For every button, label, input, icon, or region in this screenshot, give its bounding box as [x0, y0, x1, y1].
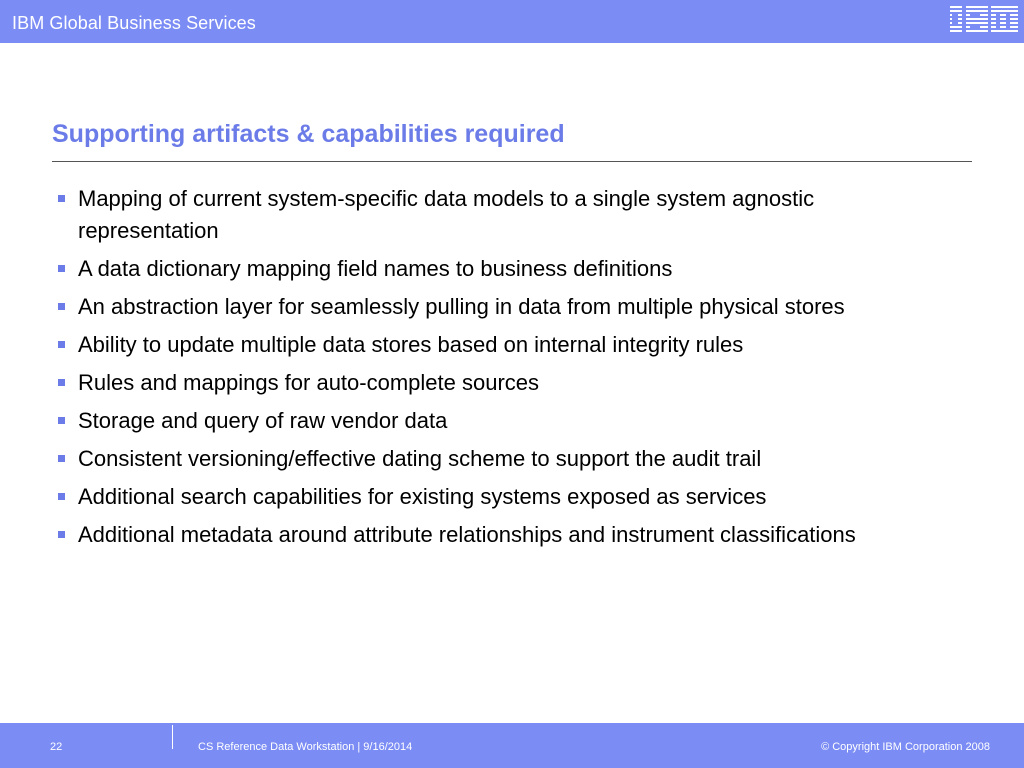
- square-bullet-icon: [58, 195, 65, 202]
- bullet-text: Additional search capabilities for existing systems exposed as services: [78, 484, 767, 509]
- bullet-text: A data dictionary mapping field names to business definitions: [78, 256, 673, 281]
- footer-presentation-info: CS Reference Data Workstation | 9/16/2014: [198, 741, 413, 753]
- square-bullet-icon: [58, 417, 65, 424]
- square-bullet-icon: [58, 341, 65, 348]
- bullet-text: Mapping of current system-specific data models to a single system agnostic representation: [78, 186, 815, 243]
- title-divider: [52, 161, 972, 162]
- bullet-text: Storage and query of raw vendor data: [78, 408, 448, 433]
- bullet-text: Rules and mappings for auto-complete sources: [78, 370, 540, 395]
- bullet-item: [56, 481, 956, 513]
- slide-title: Supporting artifacts & capabilities required: [52, 120, 565, 148]
- bullet-text: Consistent versioning/effective dating scheme to support the audit trail: [78, 446, 762, 471]
- bullet-item: [56, 367, 956, 399]
- bullet-item: [56, 405, 956, 437]
- ibm-logo-icon: [948, 4, 1018, 36]
- bullet-text: Additional metadata around attribute relationships and instrument classifications: [78, 522, 856, 547]
- footer-divider: [172, 725, 173, 749]
- bullet-item: [56, 291, 956, 323]
- bullet-item: [56, 329, 956, 361]
- page-number: 22: [50, 741, 63, 753]
- bullet-text: Ability to update multiple data stores based on internal integrity rules: [78, 332, 744, 357]
- bullet-text: An abstraction layer for seamlessly pulling in data from multiple physical stores: [78, 294, 845, 319]
- footer-copyright: © Copyright IBM Corporation 2008: [821, 741, 990, 753]
- square-bullet-icon: [58, 493, 65, 500]
- square-bullet-icon: [58, 379, 65, 386]
- square-bullet-icon: [58, 265, 65, 272]
- header-bar: [0, 0, 1024, 43]
- bullet-item: [56, 183, 956, 247]
- header-company: IBM Global Business Services: [12, 13, 256, 33]
- square-bullet-icon: [58, 531, 65, 538]
- square-bullet-icon: [58, 455, 65, 462]
- bullet-item: [56, 253, 956, 285]
- square-bullet-icon: [58, 303, 65, 310]
- bullet-item: [56, 443, 956, 475]
- bullet-list: [56, 183, 956, 557]
- bullet-item: [56, 519, 956, 551]
